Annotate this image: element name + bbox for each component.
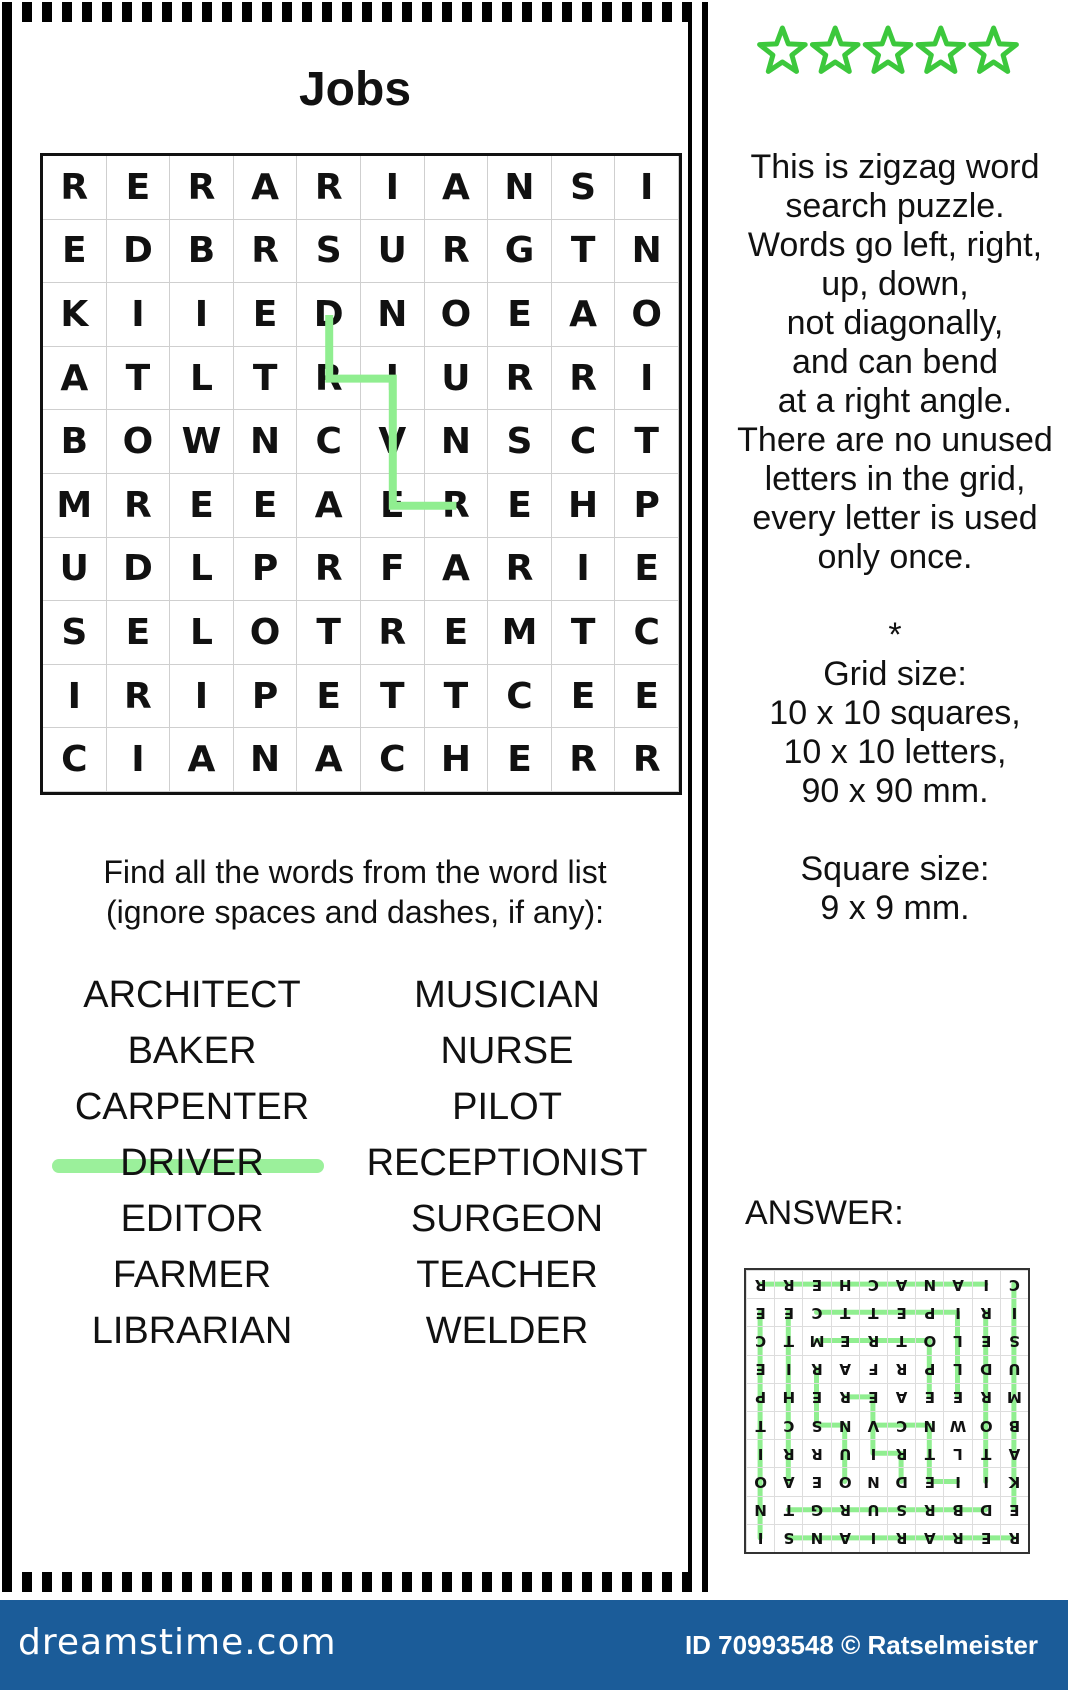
answer-cell: O	[831, 1467, 859, 1495]
grid-cell[interactable]: I	[361, 156, 425, 220]
answer-cell: R	[887, 1355, 915, 1383]
answer-cell: R	[972, 1298, 1000, 1326]
rules-line: not diagonally,	[786, 304, 1004, 342]
grid-cell[interactable]: R	[361, 601, 425, 665]
answer-cell: P	[746, 1383, 774, 1411]
answer-cell: R	[831, 1496, 859, 1524]
rules-line: There are no unused	[737, 421, 1053, 459]
answer-cell: L	[943, 1326, 971, 1354]
answer-cell: E	[746, 1355, 774, 1383]
word-item: NURSE	[440, 1030, 574, 1072]
answer-cell: O	[915, 1326, 943, 1354]
answer-cell: A	[1000, 1439, 1028, 1467]
grid-cell[interactable]: T	[297, 601, 361, 665]
answer-cell: B	[943, 1496, 971, 1524]
grid-cell[interactable]: U	[43, 538, 107, 602]
grid-cell[interactable]: T	[425, 665, 489, 729]
grid-cell[interactable]: T	[615, 410, 679, 474]
rules-line: 90 x 90 mm.	[801, 772, 989, 810]
grid-cell[interactable]: V	[361, 410, 425, 474]
grid-cell[interactable]: U	[425, 347, 489, 411]
answer-cell: I	[972, 1467, 1000, 1495]
grid-cell[interactable]: C	[552, 410, 616, 474]
answer-cell: T	[774, 1326, 802, 1354]
word-list-left	[32, 967, 352, 1359]
answer-cell: A	[774, 1467, 802, 1495]
grid-cell[interactable]: I	[361, 347, 425, 411]
star-icon	[760, 28, 806, 71]
grid-cell[interactable]: O	[425, 283, 489, 347]
grid-cell[interactable]: E	[170, 474, 234, 538]
answer-cell: R	[887, 1439, 915, 1467]
grid-cell[interactable]: I	[615, 347, 679, 411]
grid-cell[interactable]: G	[488, 220, 552, 284]
answer-cell: O	[972, 1411, 1000, 1439]
answer-cell: I	[859, 1524, 887, 1552]
grid-cell[interactable]: E	[488, 728, 552, 792]
grid-cell[interactable]: W	[170, 410, 234, 474]
grid-cell[interactable]: I	[170, 665, 234, 729]
answer-cell: T	[915, 1439, 943, 1467]
grid-cell[interactable]: E	[615, 665, 679, 729]
answer-label: ANSWER:	[745, 1194, 904, 1232]
answer-cell: T	[972, 1439, 1000, 1467]
answer-cell: C	[774, 1411, 802, 1439]
rules-line: *	[888, 616, 902, 654]
rules-line: Square size:	[800, 850, 990, 888]
grid-cell[interactable]: F	[361, 538, 425, 602]
answer-cell: E	[972, 1524, 1000, 1552]
grid-cell[interactable]: R	[552, 347, 616, 411]
answer-cell: N	[915, 1270, 943, 1298]
grid-cell[interactable]: N	[425, 410, 489, 474]
grid-cell[interactable]: R	[425, 474, 489, 538]
answer-cell: R	[1000, 1524, 1028, 1552]
answer-cell: M	[1000, 1383, 1028, 1411]
grid-cell[interactable]: N	[234, 410, 298, 474]
answer-grid	[744, 1268, 1030, 1554]
grid-cell[interactable]: P	[234, 538, 298, 602]
grid-cell[interactable]: A	[297, 728, 361, 792]
instructions	[22, 852, 688, 932]
answer-cell: P	[915, 1355, 943, 1383]
answer-cell: R	[859, 1326, 887, 1354]
answer-cell: H	[774, 1383, 802, 1411]
answer-cell: B	[1000, 1411, 1028, 1439]
answer-cell: R	[972, 1383, 1000, 1411]
grid-cell[interactable]: R	[170, 156, 234, 220]
rules-line: letters in the grid,	[764, 460, 1026, 498]
answer-cell: N	[746, 1496, 774, 1524]
rules-line: Words go left, right,	[747, 226, 1043, 264]
grid-cell[interactable]: R	[297, 347, 361, 411]
answer-cell: V	[859, 1411, 887, 1439]
word-item: TEACHER	[416, 1254, 598, 1296]
grid-cell[interactable]: B	[43, 410, 107, 474]
grid-cell[interactable]: I	[107, 728, 171, 792]
answer-cell: D	[887, 1467, 915, 1495]
answer-cell: O	[746, 1467, 774, 1495]
answer-cell: C	[1000, 1270, 1028, 1298]
grid-cell[interactable]: S	[552, 156, 616, 220]
word-item: ARCHITECT	[83, 974, 301, 1016]
answer-cell: E	[915, 1467, 943, 1495]
answer-cell: T	[887, 1326, 915, 1354]
star-icon	[971, 28, 1017, 71]
grid-cell[interactable]: N	[234, 728, 298, 792]
grid-cell[interactable]: N	[361, 283, 425, 347]
answer-cell: W	[943, 1411, 971, 1439]
word-item-found: DRIVER	[32, 1135, 352, 1191]
grid-cell[interactable]: T	[552, 220, 616, 284]
grid-cell[interactable]: A	[297, 474, 361, 538]
word-item: LIBRARIAN	[91, 1310, 293, 1352]
grid-cell[interactable]: I	[43, 665, 107, 729]
rules-line: every letter is used	[752, 499, 1038, 537]
rating-stars	[756, 24, 1020, 80]
grid-cell[interactable]: E	[425, 601, 489, 665]
grid-cell[interactable]: E	[488, 474, 552, 538]
answer-cell: E	[887, 1298, 915, 1326]
answer-cell: R	[887, 1524, 915, 1552]
grid-cell[interactable]: S	[297, 220, 361, 284]
word-item: BAKER	[127, 1030, 257, 1072]
rules-line: only once.	[817, 538, 973, 576]
grid-cell[interactable]: C	[361, 728, 425, 792]
grid-cell[interactable]: A	[425, 538, 489, 602]
answer-cell: I	[746, 1439, 774, 1467]
answer-cell: E	[802, 1270, 830, 1298]
grid-cell[interactable]: R	[425, 220, 489, 284]
answer-cell: N	[859, 1467, 887, 1495]
grid-cell[interactable]: A	[170, 728, 234, 792]
answer-cell: T	[774, 1496, 802, 1524]
grid-cell[interactable]: I	[552, 538, 616, 602]
answer-cell: E	[831, 1326, 859, 1354]
answer-cell: N	[915, 1411, 943, 1439]
answer-cell: C	[802, 1298, 830, 1326]
answer-cell: T	[746, 1411, 774, 1439]
grid-cell[interactable]: P	[615, 474, 679, 538]
rules-line: Grid size:	[823, 655, 967, 693]
grid-cell[interactable]: E	[234, 474, 298, 538]
grid-cell[interactable]: E	[552, 665, 616, 729]
grid-cell[interactable]: O	[107, 410, 171, 474]
grid-cell[interactable]: M	[488, 601, 552, 665]
answer-cell: T	[831, 1298, 859, 1326]
grid-cell[interactable]: C	[43, 728, 107, 792]
answer-cell: A	[915, 1524, 943, 1552]
word-item: CARPENTER	[74, 1086, 310, 1128]
answer-cell: E	[972, 1326, 1000, 1354]
grid-cell[interactable]: P	[234, 665, 298, 729]
grid-cell[interactable]: R	[234, 220, 298, 284]
grid-cell[interactable]: D	[297, 283, 361, 347]
answer-cell: E	[746, 1298, 774, 1326]
grid-cell[interactable]: A	[425, 156, 489, 220]
grid-cell[interactable]: H	[425, 728, 489, 792]
grid-cell[interactable]: N	[488, 156, 552, 220]
grid-cell[interactable]: R	[488, 538, 552, 602]
answer-cell: D	[972, 1496, 1000, 1524]
answer-cell: L	[943, 1355, 971, 1383]
grid-cell[interactable]: T	[107, 347, 171, 411]
answer-cell: I	[1000, 1298, 1028, 1326]
grid-cell[interactable]: E	[234, 283, 298, 347]
grid-cell[interactable]: D	[107, 220, 171, 284]
grid-cell[interactable]: M	[43, 474, 107, 538]
answer-cell: C	[887, 1411, 915, 1439]
word-list-right	[347, 967, 667, 1359]
answer-cell: A	[943, 1270, 971, 1298]
instructions-line-2: (ignore spaces and dashes, if any):	[105, 894, 605, 930]
answer-cell: R	[943, 1524, 971, 1552]
footer-image-id: ID 70993548 © Ratselmeister	[684, 1630, 1038, 1660]
grid-cell[interactable]: A	[234, 156, 298, 220]
footer-brand-logo: dreamstime.com	[18, 1622, 337, 1663]
word-item: SURGEON	[410, 1198, 604, 1240]
grid-cell[interactable]: O	[615, 283, 679, 347]
grid-cell[interactable]: H	[552, 474, 616, 538]
answer-cell: U	[831, 1439, 859, 1467]
answer-cell: D	[972, 1355, 1000, 1383]
answer-cell: I	[774, 1355, 802, 1383]
rules-line: up, down,	[821, 265, 969, 303]
rules-line	[722, 577, 1068, 616]
grid-cell[interactable]: K	[43, 283, 107, 347]
answer-cell: H	[831, 1270, 859, 1298]
answer-cell: N	[831, 1411, 859, 1439]
answer-cell: M	[802, 1326, 830, 1354]
word-item: RECEPTIONIST	[366, 1142, 648, 1184]
grid-cell[interactable]: R	[488, 347, 552, 411]
grid-cell[interactable]: S	[43, 601, 107, 665]
answer-cell: I	[943, 1467, 971, 1495]
answer-cell: E	[943, 1383, 971, 1411]
grid-cell[interactable]: I	[170, 283, 234, 347]
answer-cell: S	[802, 1411, 830, 1439]
answer-cell: C	[746, 1326, 774, 1354]
grid-cell[interactable]: B	[170, 220, 234, 284]
answer-cell: U	[1000, 1355, 1028, 1383]
grid-cell[interactable]: R	[107, 474, 171, 538]
grid-cell[interactable]: E	[107, 601, 171, 665]
grid-cell[interactable]: R	[297, 538, 361, 602]
grid-cell[interactable]: R	[43, 156, 107, 220]
footer-bar	[0, 1600, 1068, 1690]
grid-cell[interactable]: R	[107, 665, 171, 729]
rules-text	[722, 148, 1068, 928]
star-icon	[812, 28, 858, 71]
answer-cell: N	[802, 1524, 830, 1552]
grid-cell[interactable]: L	[170, 538, 234, 602]
answer-cell: R	[802, 1439, 830, 1467]
answer-cell: R	[915, 1496, 943, 1524]
instructions-line-1: Find all the words from the word list	[103, 854, 607, 890]
rules-line: at a right angle.	[777, 382, 1013, 420]
grid-cell[interactable]: R	[297, 156, 361, 220]
grid-cell[interactable]: I	[615, 156, 679, 220]
answer-cell: E	[774, 1298, 802, 1326]
puzzle-title: Jobs	[298, 63, 412, 116]
grid-cell[interactable]: O	[234, 601, 298, 665]
grid-cell[interactable]: D	[107, 538, 171, 602]
grid-cell[interactable]: T	[552, 601, 616, 665]
grid-cell[interactable]: E	[107, 156, 171, 220]
answer-cell: E	[1000, 1496, 1028, 1524]
grid-cell[interactable]: L	[170, 347, 234, 411]
rules-line: search puzzle.	[785, 187, 1005, 225]
answer-cell: A	[831, 1355, 859, 1383]
grid-cell[interactable]: S	[488, 410, 552, 474]
rules-line: 9 x 9 mm.	[820, 889, 970, 927]
star-icon	[865, 28, 911, 71]
answer-cell: A	[887, 1383, 915, 1411]
answer-cell: E	[802, 1383, 830, 1411]
answer-cell: E	[802, 1467, 830, 1495]
answer-cell: L	[943, 1439, 971, 1467]
answer-cell: I	[972, 1270, 1000, 1298]
rules-line: and can bend	[791, 343, 999, 381]
grid-cell[interactable]: E	[615, 538, 679, 602]
rules-line: 10 x 10 letters,	[783, 733, 1007, 771]
word-item: MUSICIAN	[414, 974, 600, 1016]
word-item: FARMER	[112, 1254, 272, 1296]
puzzle-panel	[2, 2, 708, 1592]
grid-cell[interactable]: E	[488, 283, 552, 347]
word-item: EDITOR	[120, 1198, 264, 1240]
letter-grid	[40, 153, 682, 795]
answer-cell: S	[887, 1496, 915, 1524]
grid-cell[interactable]: R	[552, 728, 616, 792]
answer-cell: C	[859, 1270, 887, 1298]
answer-cell: A	[887, 1270, 915, 1298]
grid-cell[interactable]: U	[361, 220, 425, 284]
rules-line	[722, 811, 1068, 850]
rules-line: 10 x 10 squares,	[769, 694, 1021, 732]
answer-cell: T	[859, 1298, 887, 1326]
answer-cell: S	[1000, 1326, 1028, 1354]
answer-cell: R	[746, 1270, 774, 1298]
answer-cell: I	[859, 1439, 887, 1467]
answer-cell: E	[859, 1383, 887, 1411]
answer-cell: S	[774, 1524, 802, 1552]
grid-cell[interactable]: E	[361, 474, 425, 538]
word-item: PILOT	[452, 1086, 562, 1128]
word-item: WELDER	[425, 1310, 589, 1352]
grid-cell[interactable]: E	[297, 665, 361, 729]
rules-line: This is zigzag word	[750, 148, 1040, 186]
grid-cell[interactable]: C	[297, 410, 361, 474]
answer-cell: G	[802, 1496, 830, 1524]
answer-cell: U	[859, 1496, 887, 1524]
grid-cell[interactable]: R	[615, 728, 679, 792]
grid-cell[interactable]: L	[170, 601, 234, 665]
grid-cell[interactable]: C	[488, 665, 552, 729]
grid-cell[interactable]: I	[107, 283, 171, 347]
answer-cell: R	[802, 1355, 830, 1383]
grid-cell[interactable]: C	[615, 601, 679, 665]
answer-cell: R	[774, 1439, 802, 1467]
answer-cell: I	[746, 1524, 774, 1552]
grid-cell[interactable]: N	[615, 220, 679, 284]
answer-cell: R	[774, 1270, 802, 1298]
answer-cell: P	[915, 1298, 943, 1326]
star-icon	[918, 28, 964, 71]
answer-cell: K	[1000, 1467, 1028, 1495]
answer-cell: E	[915, 1383, 943, 1411]
grid-cell[interactable]: T	[234, 347, 298, 411]
grid-cell[interactable]: T	[361, 665, 425, 729]
grid-cell[interactable]: A	[552, 283, 616, 347]
answer-cell: A	[831, 1524, 859, 1552]
answer-cell: R	[831, 1383, 859, 1411]
answer-cell: I	[943, 1298, 971, 1326]
answer-cell: F	[859, 1355, 887, 1383]
grid-cell[interactable]: A	[43, 347, 107, 411]
grid-cell[interactable]: E	[43, 220, 107, 284]
